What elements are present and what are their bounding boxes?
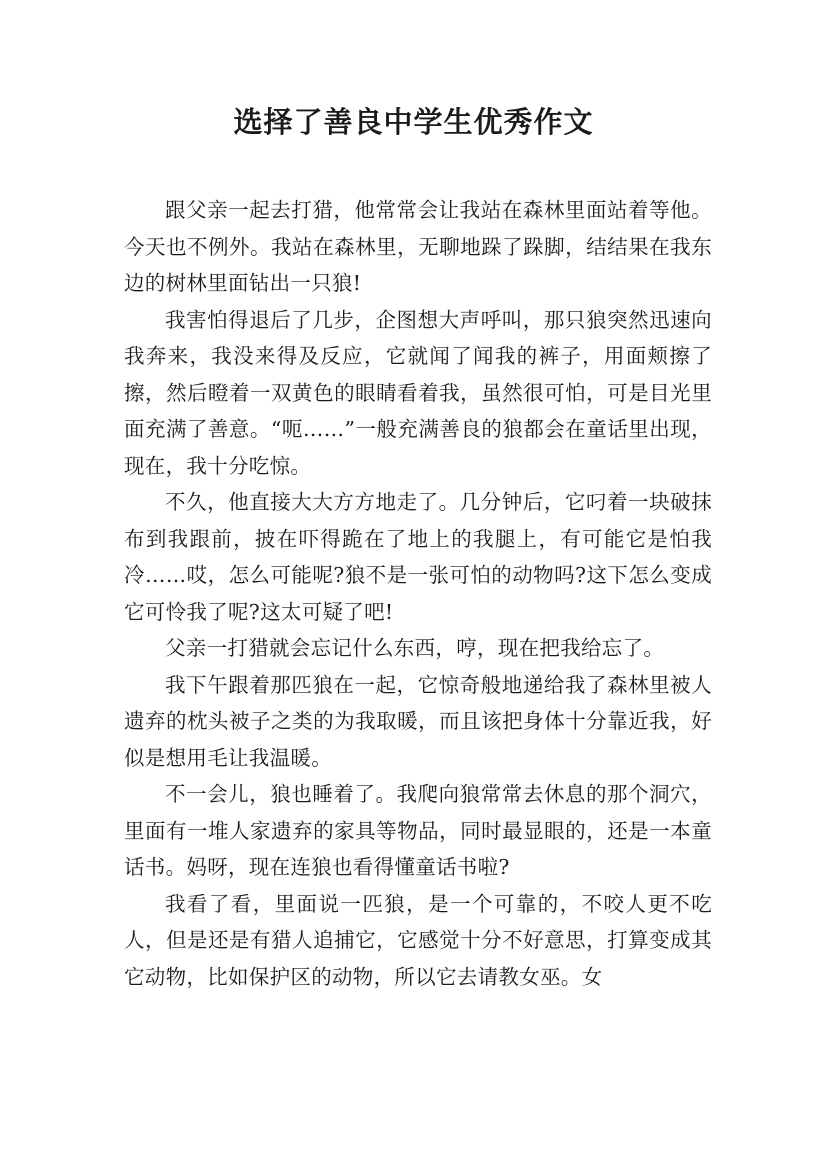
paragraph: 父亲一打猎就会忘记什么东西，哼，现在把我给忘了。: [165, 636, 665, 660]
paragraph: 我看了看，里面说一匹狼，是一个可靠的，不咬人更不吃人，但是还是有猎人追捕它，它感觉十分不好意思，打算变成其它动物，比如保护区的动物，所以它去请教女巫。女: [124, 891, 712, 989]
document-title: 选择了善良中学生优秀作文: [233, 105, 594, 139]
paragraph: 不久，他直接大大方方地走了。几分钟后，它叼着一块破抹布到我跟前，披在吓得跪在了地上的我腿上，有可能它是怕我冷……哎，怎么可能呢?狼不是一张可怕的动物吗?这下怎么变成它可怜我了呢?这太可疑了吧!: [124, 490, 712, 624]
paragraph: 我害怕得退后了几步，企图想大声呼叫，那只狼突然迅速向我奔来，我没来得及反应，它就闻了闻我的裤子，用面颊擦了擦，然后瞪着一双黄色的眼睛看着我，虽然很可怕，可是目光里面充满了善意。“呃……”一般充满善良的狼都会在童话里出现，现在，我十分吃惊。: [124, 307, 712, 478]
paragraph: 我下午跟着那匹狼在一起，它惊奇般地递给我了森林里被人遗弃的枕头被子之类的为我取暖，而且该把身体十分靠近我，好似是想用毛让我温暖。: [124, 672, 712, 770]
paragraph: 跟父亲一起去打猎，他常常会让我站在森林里面站着等他。今天也不例外。我站在森林里，无聊地跺了跺脚，结结果在我东边的树林里面钻出一只狼!: [124, 198, 712, 295]
paragraph: 不一会儿，狼也睡着了。我爬向狼常常去休息的那个洞穴，里面有一堆人家遗弃的家具等物品，同时最显眼的，还是一本童话书。妈呀，现在连狼也看得懂童话书啦?: [124, 782, 712, 879]
document-body: [124, 192, 712, 995]
